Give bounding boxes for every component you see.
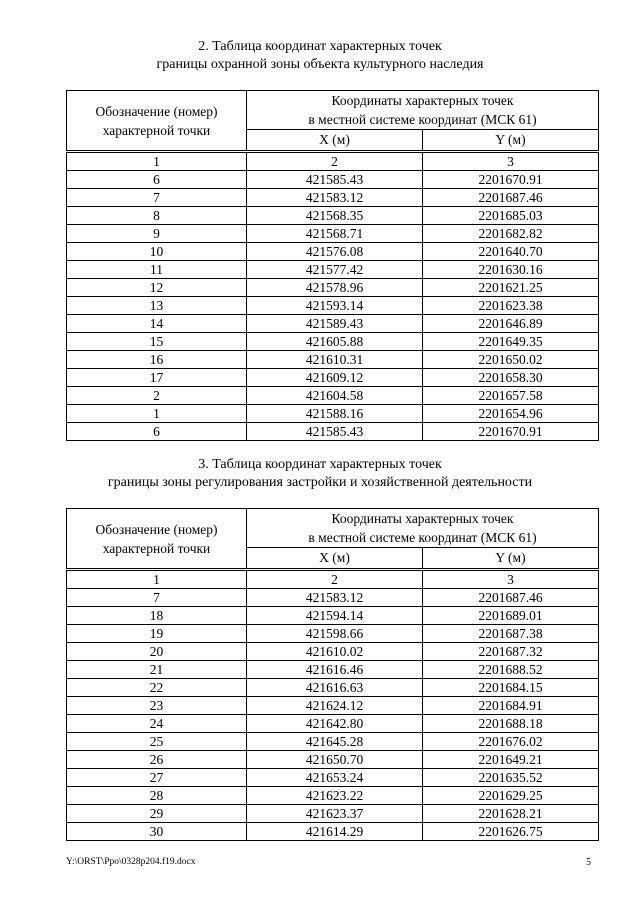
table3-title xyxy=(0,456,640,492)
y-coordinate-cell: 2201687.46 xyxy=(423,189,599,207)
point-number-cell: 12 xyxy=(67,279,247,297)
table-index-cell: 2 xyxy=(247,152,423,171)
point-number-cell: 24 xyxy=(67,715,247,733)
point-number-cell: 21 xyxy=(67,661,247,679)
y-coordinate-cell: 2201635.52 xyxy=(423,769,599,787)
table-index-row xyxy=(67,152,599,171)
point-number-cell: 20 xyxy=(67,643,247,661)
x-coordinate-cell: 421593.14 xyxy=(247,297,423,315)
x-coordinate-cell: 421604.58 xyxy=(247,387,423,405)
table-row xyxy=(67,351,599,369)
x-coordinate-cell: 421610.02 xyxy=(247,643,423,661)
table2 xyxy=(66,90,599,441)
table-row xyxy=(67,225,599,243)
table-row xyxy=(67,643,599,661)
table-row xyxy=(67,207,599,225)
point-number-cell: 18 xyxy=(67,607,247,625)
x-coordinate-cell: 421614.29 xyxy=(247,823,423,841)
table-row xyxy=(67,589,599,607)
y-coordinate-cell: 2201670.91 xyxy=(423,171,599,189)
x-coordinate-cell: 421645.28 xyxy=(247,733,423,751)
x-coordinate-cell: 421583.12 xyxy=(247,189,423,207)
x-coordinate-cell: 421650.70 xyxy=(247,751,423,769)
x-coordinate-cell: 421624.12 xyxy=(247,697,423,715)
y-coordinate-cell: 2201654.96 xyxy=(423,405,599,423)
y-coordinate-cell: 2201621.25 xyxy=(423,279,599,297)
x-coordinate-cell: 421610.31 xyxy=(247,351,423,369)
table-row xyxy=(67,279,599,297)
y-coordinate-cell: 2201658.30 xyxy=(423,369,599,387)
point-number-cell: 26 xyxy=(67,751,247,769)
table-index-cell: 3 xyxy=(423,570,599,589)
point-number-cell: 9 xyxy=(67,225,247,243)
point-number-cell: 15 xyxy=(67,333,247,351)
point-number-cell: 22 xyxy=(67,679,247,697)
x-coordinate-cell: 421578.96 xyxy=(247,279,423,297)
y-coordinate-cell: 2201630.16 xyxy=(423,261,599,279)
point-number-cell: 6 xyxy=(67,171,247,189)
table-row xyxy=(67,405,599,423)
x-coordinate-cell: 421609.12 xyxy=(247,369,423,387)
footer-file-path: Y:\ORST\Ppo\0328p204.f19.docx xyxy=(66,857,196,867)
table-row xyxy=(67,369,599,387)
table2-body xyxy=(67,152,599,441)
y-coordinate-cell: 2201689.01 xyxy=(423,607,599,625)
table-row xyxy=(67,679,599,697)
point-number-cell: 8 xyxy=(67,207,247,225)
table-row xyxy=(67,769,599,787)
y-coordinate-cell: 2201687.32 xyxy=(423,643,599,661)
table3-title-line2: границы зоны регулирования застройки и хозяйственной деятельности xyxy=(107,475,533,490)
table3-coords-header-line1: Координаты характерных точек xyxy=(331,511,514,526)
x-coordinate-cell: 421616.63 xyxy=(247,679,423,697)
point-number-cell: 2 xyxy=(67,387,247,405)
table2-col1-header: Обозначение (номер) характерной точки xyxy=(67,91,247,152)
table-row xyxy=(67,189,599,207)
table2-coords-header xyxy=(247,91,599,130)
table3-title-line1: 3. Таблица координат характерных точек xyxy=(198,457,442,472)
table-row xyxy=(67,297,599,315)
y-coordinate-cell: 2201684.91 xyxy=(423,697,599,715)
table-row xyxy=(67,261,599,279)
table-row xyxy=(67,751,599,769)
y-coordinate-cell: 2201657.58 xyxy=(423,387,599,405)
x-coordinate-cell: 421616.46 xyxy=(247,661,423,679)
table-index-row xyxy=(67,570,599,589)
x-coordinate-cell: 421589.43 xyxy=(247,315,423,333)
y-coordinate-cell: 2201650.02 xyxy=(423,351,599,369)
x-coordinate-cell: 421576.08 xyxy=(247,243,423,261)
table-row xyxy=(67,715,599,733)
y-coordinate-cell: 2201646.89 xyxy=(423,315,599,333)
y-coordinate-cell: 2201626.75 xyxy=(423,823,599,841)
table-index-cell: 3 xyxy=(423,152,599,171)
x-coordinate-cell: 421623.37 xyxy=(247,805,423,823)
y-coordinate-cell: 2201649.35 xyxy=(423,333,599,351)
x-coordinate-cell: 421585.43 xyxy=(247,171,423,189)
table3-body xyxy=(67,570,599,841)
x-coordinate-cell: 421588.16 xyxy=(247,405,423,423)
point-number-cell: 14 xyxy=(67,315,247,333)
y-coordinate-cell: 2201687.46 xyxy=(423,589,599,607)
table-row xyxy=(67,423,599,441)
point-number-cell: 19 xyxy=(67,625,247,643)
table2-title-line1: 2. Таблица координат характерных точек xyxy=(198,39,442,54)
table2-title-line2: границы охранной зоны объекта культурного наследия xyxy=(156,57,484,72)
point-number-cell: 17 xyxy=(67,369,247,387)
table2-title xyxy=(0,38,640,74)
table-row xyxy=(67,315,599,333)
point-number-cell: 7 xyxy=(67,589,247,607)
table3-coords-header xyxy=(247,509,599,548)
table3-coords-header-line2: в местной системе координат (МСК 61) xyxy=(308,530,537,545)
table2-y-header: Y (м) xyxy=(423,130,599,152)
point-number-cell: 28 xyxy=(67,787,247,805)
y-coordinate-cell: 2201640.70 xyxy=(423,243,599,261)
y-coordinate-cell: 2201676.02 xyxy=(423,733,599,751)
y-coordinate-cell: 2201688.52 xyxy=(423,661,599,679)
table-row xyxy=(67,171,599,189)
x-coordinate-cell: 421623.22 xyxy=(247,787,423,805)
table-row xyxy=(67,243,599,261)
point-number-cell: 10 xyxy=(67,243,247,261)
x-coordinate-cell: 421583.12 xyxy=(247,589,423,607)
x-coordinate-cell: 421605.88 xyxy=(247,333,423,351)
table-row xyxy=(67,387,599,405)
table3-y-header: Y (м) xyxy=(423,548,599,570)
table2-coords-header-line1: Координаты характерных точек xyxy=(331,93,514,108)
point-number-cell: 30 xyxy=(67,823,247,841)
table3 xyxy=(66,508,599,841)
table-row xyxy=(67,333,599,351)
point-number-cell: 7 xyxy=(67,189,247,207)
table2-x-header: X (м) xyxy=(247,130,423,152)
y-coordinate-cell: 2201629.25 xyxy=(423,787,599,805)
y-coordinate-cell: 2201688.18 xyxy=(423,715,599,733)
x-coordinate-cell: 421585.43 xyxy=(247,423,423,441)
point-number-cell: 27 xyxy=(67,769,247,787)
table-row xyxy=(67,787,599,805)
x-coordinate-cell: 421598.66 xyxy=(247,625,423,643)
point-number-cell: 11 xyxy=(67,261,247,279)
table-row xyxy=(67,625,599,643)
x-coordinate-cell: 421568.71 xyxy=(247,225,423,243)
point-number-cell: 16 xyxy=(67,351,247,369)
footer-page-number: 5 xyxy=(586,857,591,868)
point-number-cell: 1 xyxy=(67,405,247,423)
point-number-cell: 29 xyxy=(67,805,247,823)
table-row xyxy=(67,661,599,679)
x-coordinate-cell: 421594.14 xyxy=(247,607,423,625)
table-index-cell: 1 xyxy=(67,152,247,171)
y-coordinate-cell: 2201682.82 xyxy=(423,225,599,243)
table-row xyxy=(67,805,599,823)
table-index-cell: 1 xyxy=(67,570,247,589)
x-coordinate-cell: 421568.35 xyxy=(247,207,423,225)
table-index-cell: 2 xyxy=(247,570,423,589)
y-coordinate-cell: 2201687.38 xyxy=(423,625,599,643)
table-row xyxy=(67,607,599,625)
table3-x-header: X (м) xyxy=(247,548,423,570)
point-number-cell: 23 xyxy=(67,697,247,715)
point-number-cell: 6 xyxy=(67,423,247,441)
table2-coords-header-line2: в местной системе координат (МСК 61) xyxy=(308,112,537,127)
y-coordinate-cell: 2201623.38 xyxy=(423,297,599,315)
point-number-cell: 13 xyxy=(67,297,247,315)
point-number-cell: 25 xyxy=(67,733,247,751)
y-coordinate-cell: 2201684.15 xyxy=(423,679,599,697)
table-row xyxy=(67,733,599,751)
table-row xyxy=(67,823,599,841)
x-coordinate-cell: 421653.24 xyxy=(247,769,423,787)
y-coordinate-cell: 2201628.21 xyxy=(423,805,599,823)
y-coordinate-cell: 2201670.91 xyxy=(423,423,599,441)
x-coordinate-cell: 421642.80 xyxy=(247,715,423,733)
table3-col1-header: Обозначение (номер) характерной точки xyxy=(67,509,247,570)
x-coordinate-cell: 421577.42 xyxy=(247,261,423,279)
table-row xyxy=(67,697,599,715)
y-coordinate-cell: 2201685.03 xyxy=(423,207,599,225)
y-coordinate-cell: 2201649.21 xyxy=(423,751,599,769)
